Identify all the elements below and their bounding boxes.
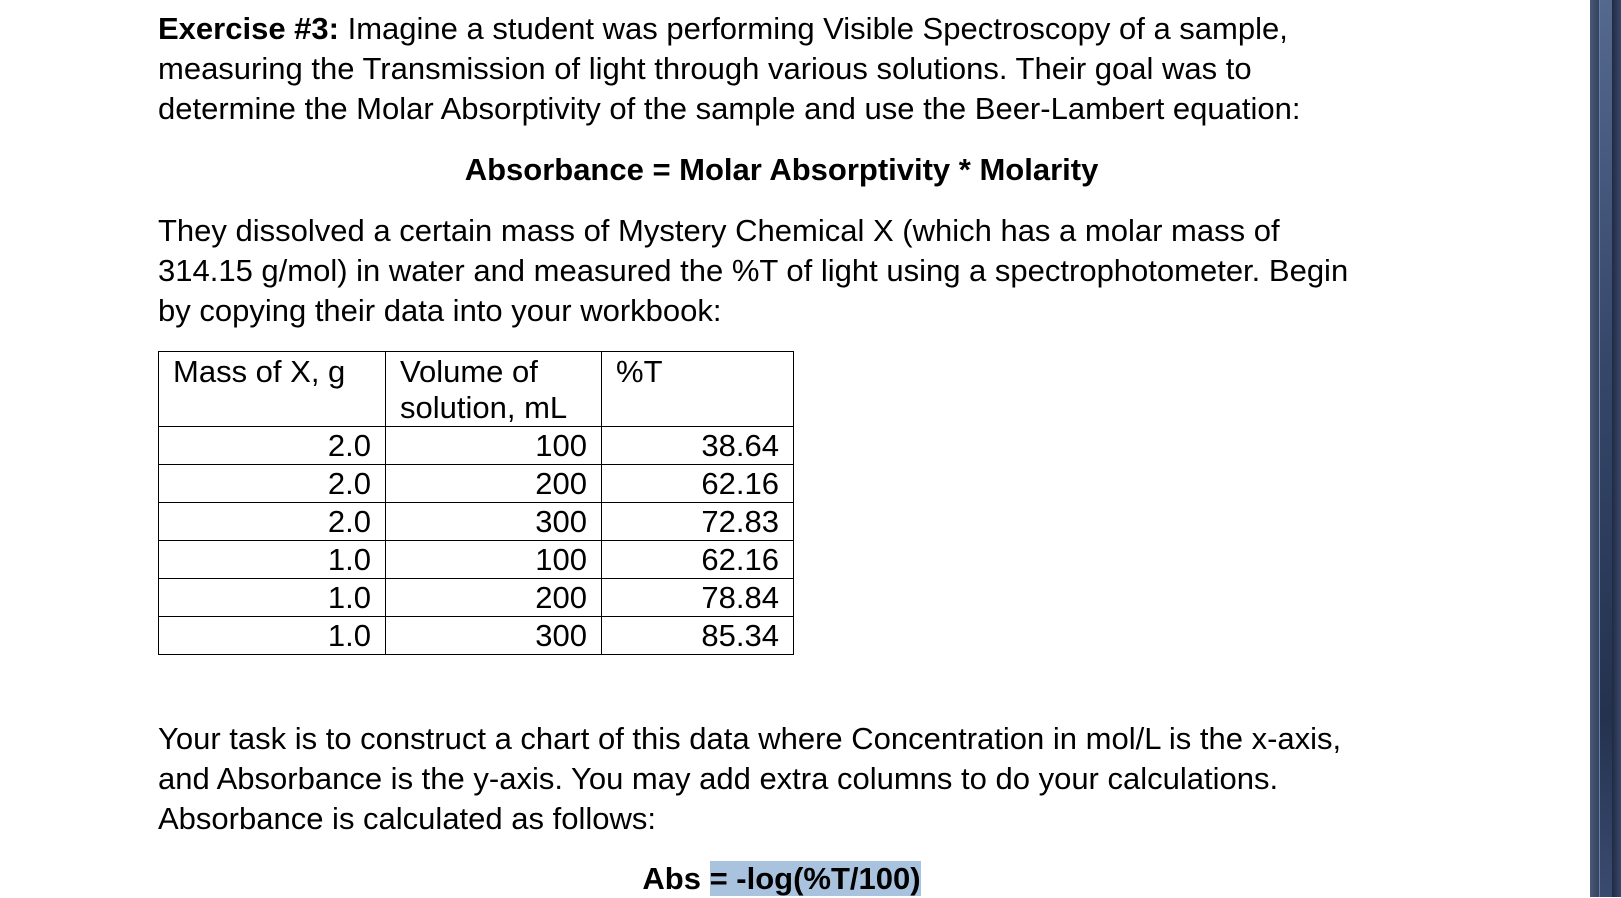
intro-line-1: Imagine a student was performing Visible Spectroscopy of a sample, — [338, 11, 1288, 46]
task-paragraph — [158, 719, 1448, 839]
dissolve-paragraph — [158, 211, 1448, 331]
mass-cell: 2.0 — [159, 465, 386, 503]
volume-cell: 300 — [386, 617, 602, 655]
selected-text-highlight[interactable]: = -log(%T/100) — [709, 861, 921, 896]
paragraph2-line-2: 314.15 g/mol) in water and measured the %T of light using a spectrophotometer. Begin — [158, 253, 1349, 288]
absorbance-equation — [0, 860, 1563, 898]
header-mass: Mass of X, g — [159, 352, 386, 427]
header-volume-line-2: solution, mL — [400, 390, 568, 425]
mass-cell: 1.0 — [159, 579, 386, 617]
table-row — [159, 465, 794, 503]
table-row — [159, 579, 794, 617]
paragraph3-line-2: and Absorbance is the y-axis. You may add extra columns to do your calculations. — [158, 761, 1279, 796]
mass-cell: 2.0 — [159, 427, 386, 465]
header-volume — [386, 352, 602, 427]
percent-t-cell: 62.16 — [602, 465, 794, 503]
percent-t-cell: 38.64 — [602, 427, 794, 465]
header-percent-t: %T — [602, 352, 794, 427]
table-row — [159, 617, 794, 655]
volume-cell: 100 — [386, 541, 602, 579]
paragraph3-line-3: Absorbance is calculated as follows: — [158, 801, 656, 836]
header-volume-line-1: Volume of — [400, 354, 538, 389]
volume-cell: 300 — [386, 503, 602, 541]
volume-cell: 200 — [386, 465, 602, 503]
paragraph3-line-1: Your task is to construct a chart of this data where Concentration in mol/L is the x-axis, — [158, 721, 1342, 756]
volume-cell: 200 — [386, 579, 602, 617]
mass-cell: 1.0 — [159, 541, 386, 579]
paragraph2-line-1: They dissolved a certain mass of Mystery Chemical X (which has a molar mass of — [158, 213, 1280, 248]
percent-t-cell: 72.83 — [602, 503, 794, 541]
beer-lambert-equation: Absorbance = Molar Absorptivity * Molarity — [464, 152, 1099, 187]
percent-t-cell: 62.16 — [602, 541, 794, 579]
table-row — [159, 503, 794, 541]
table-header-row — [159, 352, 794, 427]
mass-cell: 1.0 — [159, 617, 386, 655]
table-row — [159, 541, 794, 579]
mass-cell: 2.0 — [159, 503, 386, 541]
exercise-paragraph — [158, 9, 1448, 129]
data-table — [158, 351, 794, 655]
scrollbar-thumb[interactable] — [1599, 0, 1612, 897]
intro-line-3: determine the Molar Absorptivity of the sample and use the Beer-Lambert equation: — [158, 91, 1301, 126]
percent-t-cell: 85.34 — [602, 617, 794, 655]
intro-line-2: measuring the Transmission of light through various solutions. Their goal was to — [158, 51, 1252, 86]
volume-cell: 100 — [386, 427, 602, 465]
abs-equation-prefix: Abs — [642, 861, 710, 896]
paragraph2-line-3: by copying their data into your workbook: — [158, 293, 722, 328]
percent-t-cell: 78.84 — [602, 579, 794, 617]
table-row — [159, 427, 794, 465]
exercise-label: Exercise #3: — [158, 11, 339, 46]
